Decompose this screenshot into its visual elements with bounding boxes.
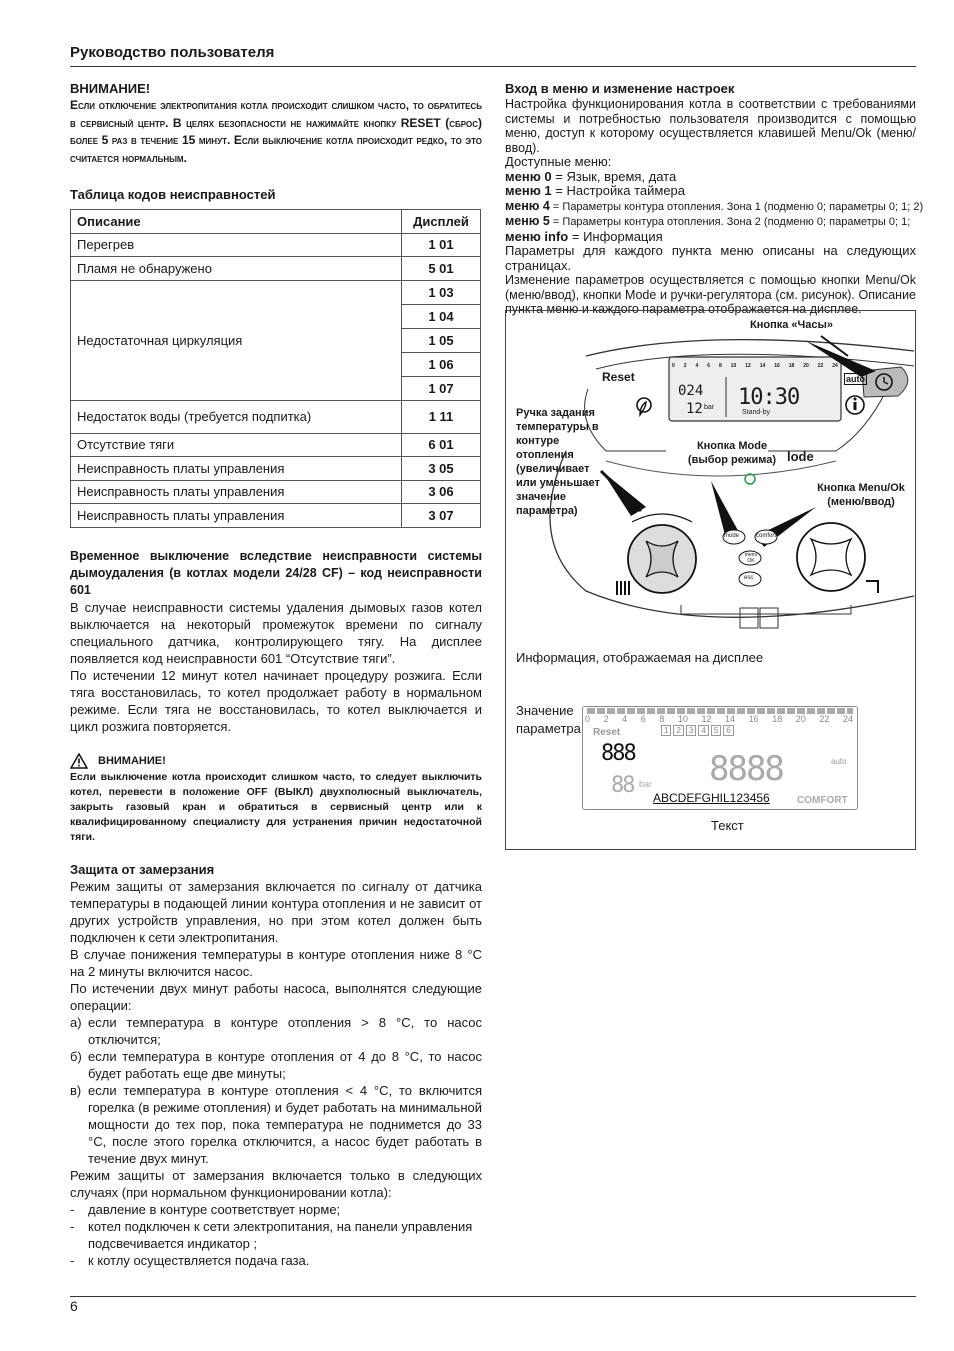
list-item: в) если температура в контуре отопления < 4 °C, то включится горелка (в режиме отопления) и будет работать на минимальной мощности до тех пор, пока температура не поднимется до 33 °C, после этого горелка отключится, а насос будет работать в течение двух минут. <box>70 1082 482 1166</box>
list-item: меню 5 = Параметры контура отопления. Зона 2 (подменю 0; параметры 0; 1; <box>505 214 911 228</box>
lcd-text-segment: ABCDEFGHIL123456 <box>653 791 770 805</box>
page-number: 6 <box>70 1298 78 1314</box>
auto-label[interactable]: auto <box>846 374 865 384</box>
warning1-text: Если отключение электропитания котла происходит слишком часто, то обратитесь в сервисный центр. В целях безопасности не нажимайте кнопку RESET (сброс) более 5 раз в течение 15 минут. Если выключение котла происходит редко, то это считается нормальным. <box>70 98 482 165</box>
text-caption: Текст <box>711 818 744 833</box>
lcd-standby: Stand-by <box>742 409 771 416</box>
lcd-scale-small: 0 2 4 6 8 10 12 14 16 18 20 22 24 <box>672 363 838 369</box>
btn-mode-label: mode <box>724 533 740 539</box>
list-item: меню 0 = Язык, время, дата <box>505 168 677 184</box>
menu-available: Доступные меню: <box>505 154 612 169</box>
list-item: меню 1 = Настройка таймера <box>505 183 686 198</box>
lcd-left-bottom: 12 <box>686 401 703 417</box>
mode-word: lode <box>787 449 814 464</box>
table-row: Пламя не обнаружено 5 01 <box>71 257 481 281</box>
power-icon <box>745 474 755 484</box>
list-item: меню info = Информация <box>505 228 663 244</box>
frost-p4: Режим защиты от замерзания включается только в следующих случаях (при нормальном функционировании котла): <box>70 1167 482 1200</box>
col-header-display: Дисплей <box>402 210 481 234</box>
param-value-caption: Значение параметра <box>516 703 581 736</box>
table-title: Таблица кодов неисправностей <box>70 187 276 202</box>
lcd-bar-unit: bar <box>639 779 653 789</box>
dhw-knob[interactable] <box>797 523 865 591</box>
smoke-title: Временное выключение вследствие неисправности системы дымоудаления (в котлах модели 24/28 CF) – код неисправности 601 <box>70 548 482 597</box>
warning-triangle-icon <box>70 753 88 769</box>
menu-list <box>505 168 924 245</box>
tap-icon <box>866 581 878 593</box>
lcd-param-digits: 888 <box>601 741 635 766</box>
menu-p3: Изменение параметров осуществляется с помощью кнопки Menu/Ok (меню/ввод), кнопки Mode и ручки-регулятора (см. рисунок). Описание пункта меню и каждого параметра отображается на дисплее. <box>505 273 916 316</box>
zone-indicators: 1 2 3 4 5 6 <box>661 725 734 736</box>
btn-comfort-label: comfort <box>756 533 777 539</box>
header-divider <box>70 66 916 67</box>
footer-divider <box>70 1296 916 1297</box>
list-item: б) если температура в контуре отопления от 4 до 8 °C, то насос будет работать еще две минуты; <box>70 1048 482 1081</box>
knob-label: Ручка задания температуры в контуре отопления (увеличивает или уменьшает значение параметра) <box>516 407 600 517</box>
page-header: Руководство пользователя <box>70 44 275 61</box>
smoke-p1: В случае неисправности системы удаления дымовых газов котел выключается на некоторый промежуток времени по сигналу специального датчика, контролирующего тягу. На дисплее появляется код неисправности 601 “Отсутствие тяги”. <box>70 599 482 666</box>
clock-button-label: Кнопка «Часы» <box>750 319 833 331</box>
reset-label[interactable]: Reset <box>602 370 635 384</box>
frost-operations-list <box>70 1014 482 1167</box>
lcd-auto-segment: auto <box>831 757 847 766</box>
lcd-scale-full: 0 2 4 6 8 10 12 14 16 18 20 22 24 <box>585 714 853 724</box>
right-column <box>505 80 924 317</box>
table-row: Недостаточная циркуляция 1 03 <box>71 280 481 304</box>
table-row: Неисправность платы управления 3 05 <box>71 457 481 481</box>
list-item: - давление в контуре соответствует норме; <box>70 1201 341 1217</box>
warning2-heading <box>70 753 482 770</box>
lcd-bar-small: bar <box>704 404 715 411</box>
btn-esc-label: esc <box>744 575 754 581</box>
menu-button-label: Кнопка Menu/Ok (меню/ввод) <box>817 482 905 508</box>
error-codes-table: Описание Дисплей Перегрев 1 01 Пламя не обнаружено 5 01 Недостаточная циркуляция 1 03 1 04 1 05 1 06 1 07 Недостаток воды (требуется подпитка) 1 11 Отсутствие тяги 6 01 Неисправность платы управления 3 05 Неисправность платы управления 3 06 Неисправность платы управления 3 07 <box>70 209 481 528</box>
warning2-text: Если выключение котла происходит слишком часто, то следует выключить котел, перевести в положение OFF (ВЫКЛ) двухполюсный выключатель, закрыть газовый кран и обратиться в сервисный центр или к квалифицированному специалисту для устранения причин недостаточной тяги. <box>70 770 482 843</box>
table-row: Недостаток воды (требуется подпитка) 1 11 <box>71 400 481 433</box>
table-row: Неисправность платы управления 3 07 <box>71 504 481 528</box>
control-panel-figure <box>505 310 916 850</box>
mode-button-label: Кнопка Mode (выбор режима) <box>687 440 777 466</box>
list-item: - котел подключен к сети электропитания, на панели управления подсвечивается индикатор ; <box>70 1218 473 1251</box>
lcd-time: 10:30 <box>738 385 800 410</box>
left-column <box>70 80 482 1269</box>
warning2-title: ВНИМАНИЕ! <box>98 754 166 767</box>
full-lcd-segments <box>582 706 858 810</box>
menu-p1: Настройка функционирования котла в соответствии с требованиями системы и потребностью пользователя производится с помощью меню, доступ к которому осуществляется клавишей Menu/Ok (меню/ввод). <box>505 97 916 155</box>
lcd-left-top: 024 <box>678 383 704 399</box>
table-row: Отсутствие тяги 6 01 <box>71 433 481 457</box>
col-header-desc: Описание <box>71 210 402 234</box>
frost-p3: По истечении двух минут работы насоса, выполнятся следующие операции: <box>70 980 482 1013</box>
warning1-title: ВНИМАНИЕ! <box>70 81 151 96</box>
lcd-main-digits: 8888 <box>709 749 783 789</box>
menu-title: Вход в меню и изменение настроек <box>505 81 735 96</box>
frost-p2: В случае понижения температуры в контуре отопления ниже 8 °C на 2 минуты включится насос. <box>70 946 482 979</box>
display-info-caption: Информация, отображаемая на дисплее <box>516 650 764 665</box>
btn-menu-label: menu OK <box>744 552 758 564</box>
table-row: Перегрев 1 01 <box>71 233 481 257</box>
frost-title: Защита от замерзания <box>70 861 215 877</box>
smoke-p2: По истечении 12 минут котел начинает процедуру розжига. Если тяга восстановилась, то котел продолжает работу в нормальном режиме. Если тяга не восстановилась, то котел выключается и цикл розжига повторяется. <box>70 667 482 734</box>
list-item: меню 4 = Параметры контура отопления. Зона 1 (подменю 0; параметры 0; 1; 2) <box>505 198 924 213</box>
lcd-reset-segment: Reset <box>593 727 621 738</box>
frost-cases-list <box>70 1201 482 1269</box>
table-row: Неисправность платы управления 3 06 <box>71 480 481 504</box>
frost-p1: Режим защиты от замерзания включается по сигналу от датчика температуры в подающей линии контура отопления и не зависит от других устройств управления, но при этом котел должен быть подключен к сети электропитания. <box>70 878 482 945</box>
lcd-comfort-segment: COMFORT <box>797 795 848 806</box>
lcd-bar-digits: 88 <box>611 773 634 798</box>
list-item: а) если температура в контуре отопления > 8 °C, то насос отключится; <box>70 1014 482 1047</box>
list-item: - к котлу осуществляется подача газа. <box>70 1252 310 1268</box>
menu-p2: Параметры для каждого пункта меню описаны на следующих страницах. <box>505 243 916 273</box>
flame-reset-icon <box>640 402 646 415</box>
